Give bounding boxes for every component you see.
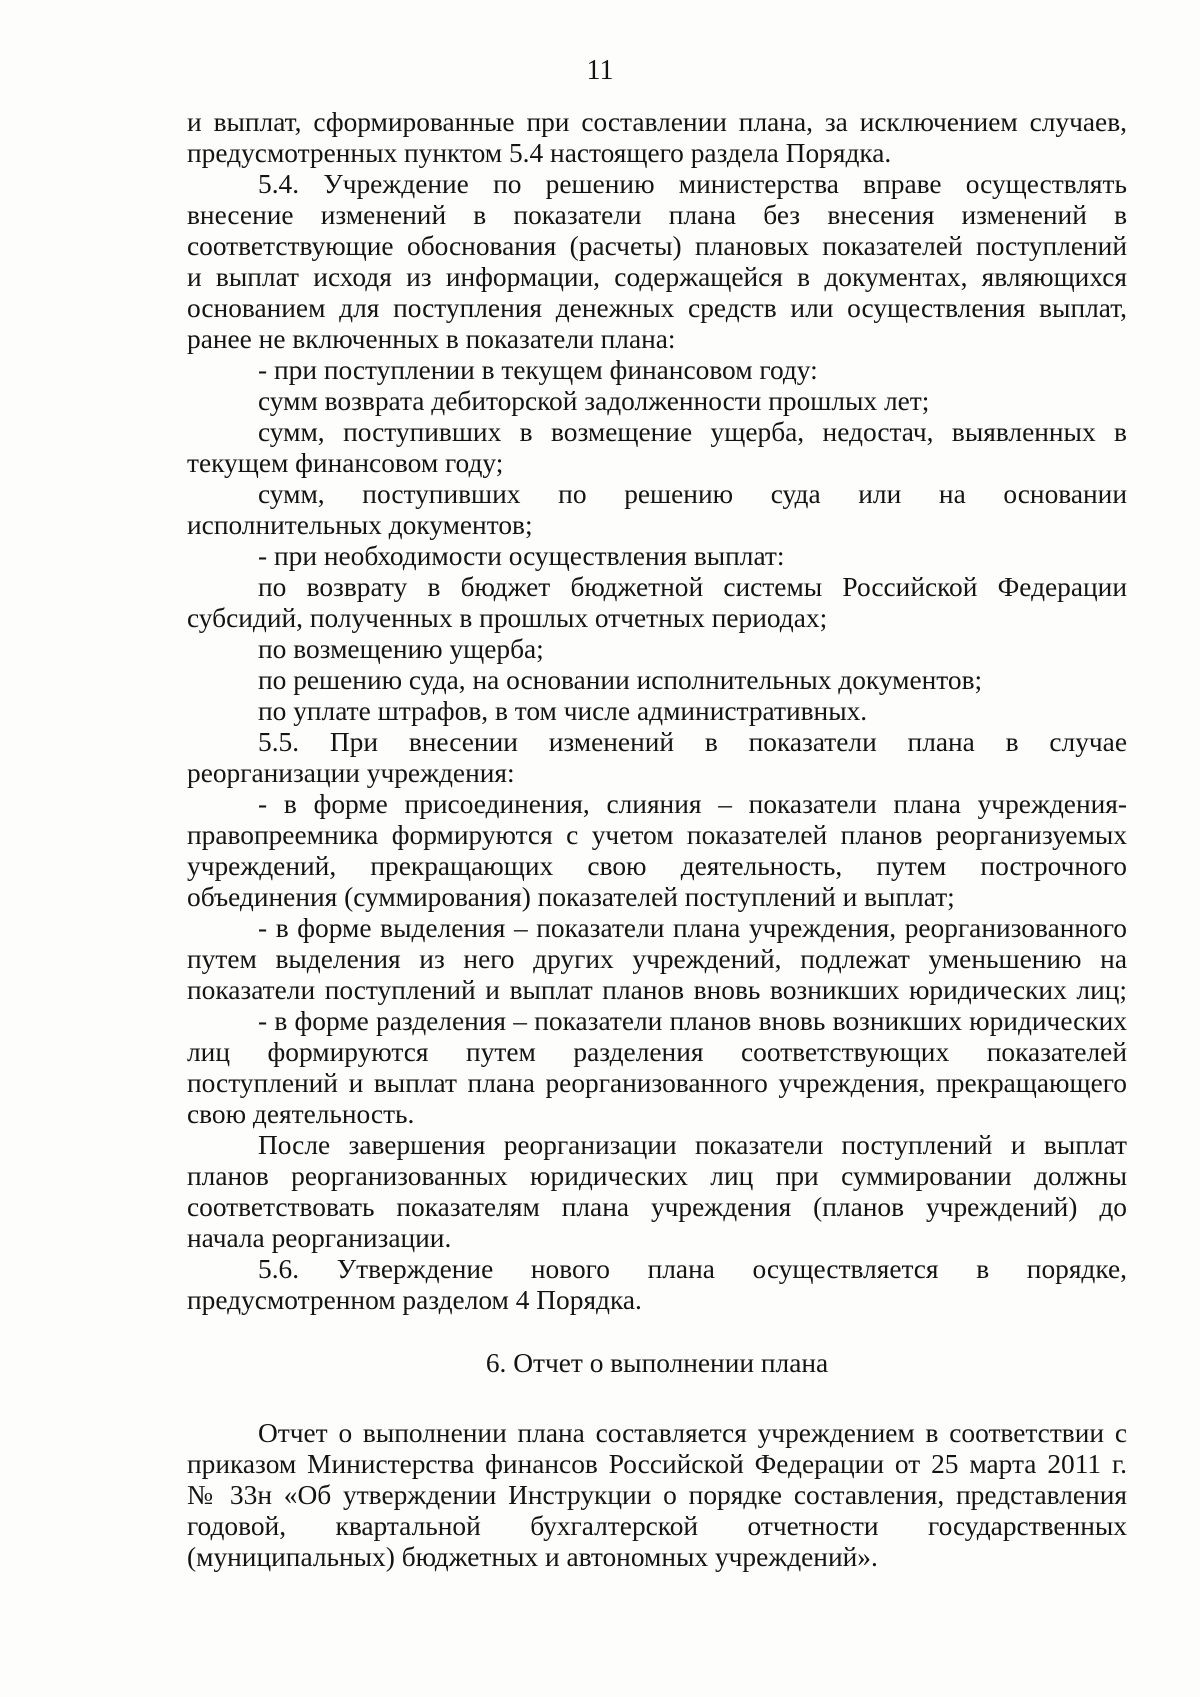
text-line: и выплат исходя из информации, содержащейся в документах, являющихся [187, 262, 1127, 292]
text-line: 5.4. Учреждение по решению министерства вправе осуществлять [258, 169, 1127, 199]
text-line: предусмотренных пунктом 5.4 настоящего раздела Порядка. [187, 138, 892, 168]
text-line: текущем финансовом году; [187, 448, 504, 478]
text-line: № 33н «Об утверждении Инструкции о порядке составления, представления [187, 1480, 1127, 1510]
text-line: показатели поступлений и выплат планов вновь возникших юридических лиц; [187, 975, 1127, 1005]
text-line: 5.6. Утверждение нового плана осуществляется в порядке, [258, 1254, 1127, 1284]
text-line: соответствующие обоснования (расчеты) плановых показателей поступлений [187, 231, 1127, 261]
text-line: ранее не включенных в показатели плана: [187, 324, 676, 354]
page-number: 11 [586, 55, 614, 86]
text-line: объединения (суммирования) показателей поступлений и выплат; [187, 882, 955, 912]
text-line: (муниципальных) бюджетных и автономных учреждений». [187, 1542, 878, 1572]
text-line: - в форме выделения – показатели плана учреждения, реорганизованного [258, 913, 1127, 943]
text-line: После завершения реорганизации показатели поступлений и выплат [258, 1130, 1127, 1160]
text-line: - при поступлении в текущем финансовом году: [258, 355, 818, 385]
text-line: учреждений, прекращающих свою деятельность, путем построчного [187, 851, 1127, 881]
text-line: поступлений и выплат плана реорганизованного учреждения, прекращающего [187, 1068, 1127, 1098]
text-line: правопреемника формируются с учетом показателей планов реорганизуемых [187, 820, 1127, 850]
text-line: - в форме присоединения, слияния – показатели плана учреждения- [258, 789, 1127, 819]
text-line: планов реорганизованных юридических лиц при суммировании должны [187, 1161, 1127, 1191]
text-line: внесение изменений в показатели плана без внесения изменений в [187, 200, 1127, 230]
text-line: путем выделения из него других учреждений, подлежат уменьшению на [187, 944, 1127, 974]
text-line: - при необходимости осуществления выплат: [258, 541, 785, 571]
text-line: - в форме разделения – показатели планов вновь возникших юридических [258, 1006, 1127, 1036]
text-line: реорганизации учреждения: [187, 758, 515, 788]
text-line: сумм, поступивших в возмещение ущерба, недостач, выявленных в [258, 417, 1127, 447]
text-line: сумм, поступивших по решению суда или на основании [258, 479, 1127, 509]
text-line: лиц формируются путем разделения соответствующих показателей [187, 1037, 1127, 1067]
text-line: соответствовать показателям плана учреждения (планов учреждений) до [187, 1192, 1127, 1222]
text-line: по решению суда, на основании исполнительных документов; [258, 665, 983, 695]
text-line: 5.5. При внесении изменений в показатели плана в случае [258, 727, 1127, 757]
text-line: сумм возврата дебиторской задолженности прошлых лет; [258, 386, 930, 416]
text-line: по возмещению ущерба; [258, 634, 544, 664]
text-line: приказом Министерства финансов Российской Федерации от 25 марта 2011 г. [187, 1449, 1127, 1479]
text-line: субсидий, полученных в прошлых отчетных периодах; [187, 603, 828, 633]
text-line: свою деятельность. [187, 1099, 415, 1129]
text-line: начала реорганизации. [187, 1223, 452, 1253]
text-line: Отчет о выполнении плана составляется учреждением в соответствии с [258, 1418, 1127, 1448]
text-line: по возврату в бюджет бюджетной системы Российской Федерации [258, 572, 1127, 602]
text-line: по уплате штрафов, в том числе административных. [258, 696, 868, 726]
text-line: основанием для поступления денежных средств или осуществления выплат, [187, 293, 1127, 323]
text-line: годовой, квартальной бухгалтерской отчетности государственных [187, 1511, 1127, 1541]
text-line: и выплат, сформированные при составлении плана, за исключением случаев, [187, 107, 1127, 137]
text-line: исполнительных документов; [187, 510, 533, 540]
section-heading: 6. Отчет о выполнении плана [485, 1348, 829, 1378]
text-line: предусмотренном разделом 4 Порядка. [187, 1285, 642, 1315]
